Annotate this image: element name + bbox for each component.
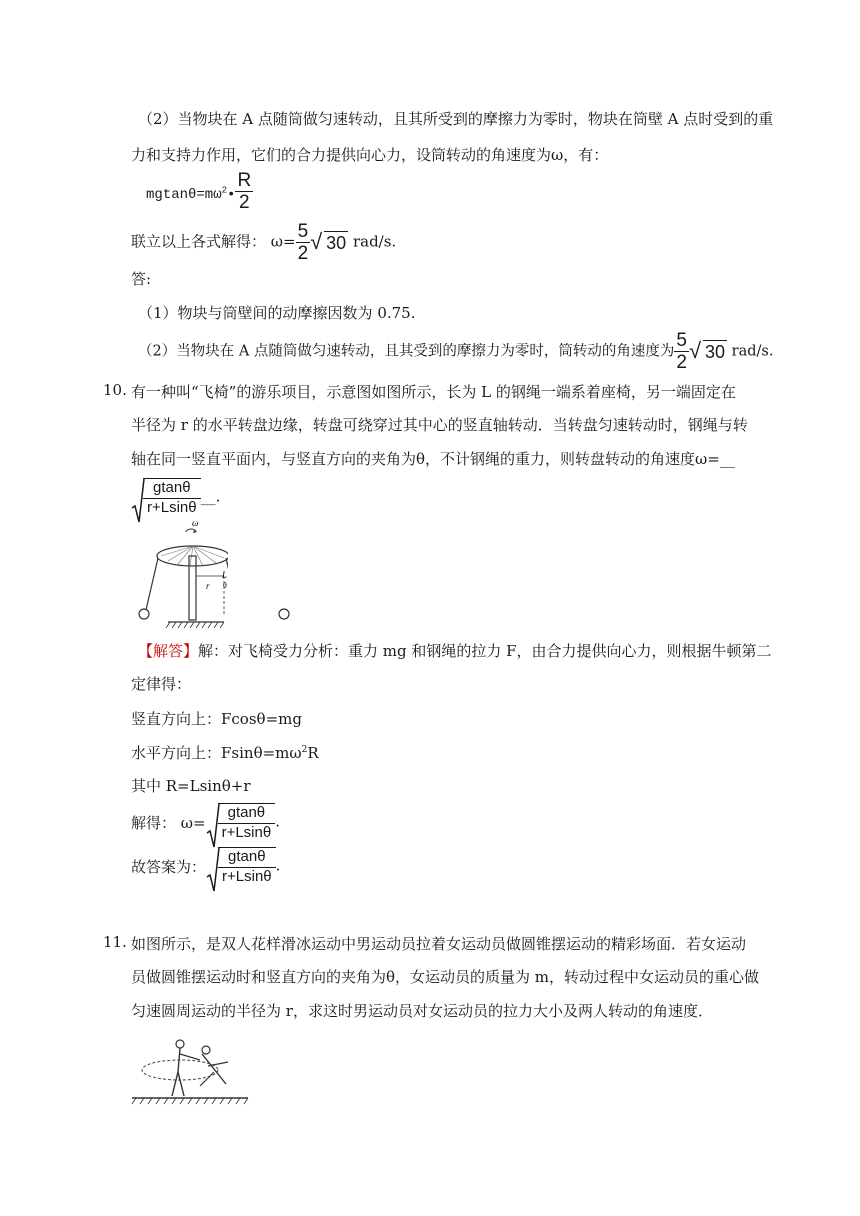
sqrt-fraction-final: $\frac{gtan\theta}{r+Lsin\theta}$ — [206, 847, 276, 886]
sqrt-30: √ 30 — [689, 338, 726, 363]
radius-relation: 其中 R=Lsinθ+r — [131, 777, 251, 795]
solution-tag: 【解答】 — [138, 642, 199, 660]
theta-label: θ — [223, 581, 227, 590]
radius-label: r — [206, 581, 210, 591]
sqrt-fraction-result: $\frac{gtan\theta}{r+Lsin\theta}$ — [206, 803, 276, 842]
question-10-number: 10. — [103, 381, 127, 399]
solution-part2-line1: （2）当物块在 A 点随筒做匀速转动，且其所受到的摩擦力为零时，物块在筒壁 A 点时受到的重 — [138, 110, 774, 128]
length-label: L — [222, 570, 228, 580]
horizontal-equation: 水平方向上：$Fsin\theta=m\omega^2R$ — [131, 744, 319, 762]
question-11-line3: 匀速圆周运动的半径为 r，求这时男运动员对女运动员的拉力大小及两人转动的角速度． — [131, 1002, 713, 1020]
fraction-r-over-2: $\frac{R}{2}$ — [237, 170, 252, 213]
omega-label: ω — [192, 518, 199, 528]
answer-1: （1）物块与筒壁间的动摩擦因数为 0.75. — [138, 304, 416, 322]
question-10-answer-blank: $\frac{gtan\theta}{r+Lsin\theta}$ __. — [131, 478, 220, 517]
question-11-number: 11. — [103, 933, 127, 951]
solve-omega-line: 联立以上各式解得： ω= $\frac{5}{2}$ √ 30 rad/s. — [131, 221, 397, 264]
final-answer: 故答案为： $\frac{gtan\theta}{r+Lsin\theta}$ . — [131, 847, 280, 886]
sqrt-fraction-answer: $\frac{gtan\theta}{r+Lsin\theta}$ — [131, 478, 201, 517]
sqrt-30: √ 30 — [310, 229, 347, 254]
equation-mgtan: $mgtan\theta=m\omega^2•$ $\frac{R}{2}$ — [146, 170, 252, 213]
answer-label: 答: — [131, 270, 152, 288]
question-10-line3: 轴在同一竖直平面内，与竖直方向的夹角为θ，不计钢绳的重力，则转盘转动的角速度ω=__ — [131, 450, 735, 468]
question-10-line1: 有一种叫“飞椅”的游乐项目，示意图如图所示，长为 L 的钢绳一端系着座椅，另一端固定在 — [131, 383, 736, 401]
figure-skating-diagram — [130, 1036, 250, 1108]
vertical-equation: 竖直方向上：Fcosθ=mg — [131, 710, 302, 728]
radical-sign-icon — [206, 803, 220, 849]
question-11-line1: 如图所示，是双人花样滑冰运动中男运动员拉着女运动员做圆锥摆运动的精彩场面．若女运动 — [131, 935, 747, 953]
solution-10-line2: 定律得： — [131, 675, 192, 693]
radical-sign-icon — [206, 847, 220, 893]
solution-part2-line2: 力和支持力作用，它们的合力提供向心力，设筒转动的角速度为ω，有： — [131, 146, 609, 164]
question-11-line2: 员做圆锥摆运动时和竖直方向的夹角为θ，女运动员的质量为 m，转动过程中女运动员的重心做 — [131, 968, 760, 986]
fraction-5-over-2: $\frac{5}{2}$ — [297, 221, 309, 264]
flying-chair-diagram — [128, 516, 228, 632]
fraction-5-over-2: $\frac{5}{2}$ — [676, 330, 687, 373]
question-10-line2: 半径为 r 的水平转盘边缘，转盘可绕穿过其中心的竖直轴转动．当转盘匀速转动时，钢绳与转 — [131, 416, 748, 434]
answer-2: （2）当物块在 A 点随筒做匀速转动，且其受到的摩擦力为零时，筒转动的角速度为 $\frac{5}{2}$ √ 30 rad/s. — [138, 330, 774, 373]
right-seat-icon — [270, 602, 300, 632]
solve-result: 解得： ω= $\frac{gtan\theta}{r+Lsin\theta}$ . — [131, 803, 280, 842]
solution-10-line1: 【解答】解：对飞椅受力分析：重力 mg 和钢绳的拉力 F，由合力提供向心力，则根据牛顿第二 — [138, 642, 772, 660]
